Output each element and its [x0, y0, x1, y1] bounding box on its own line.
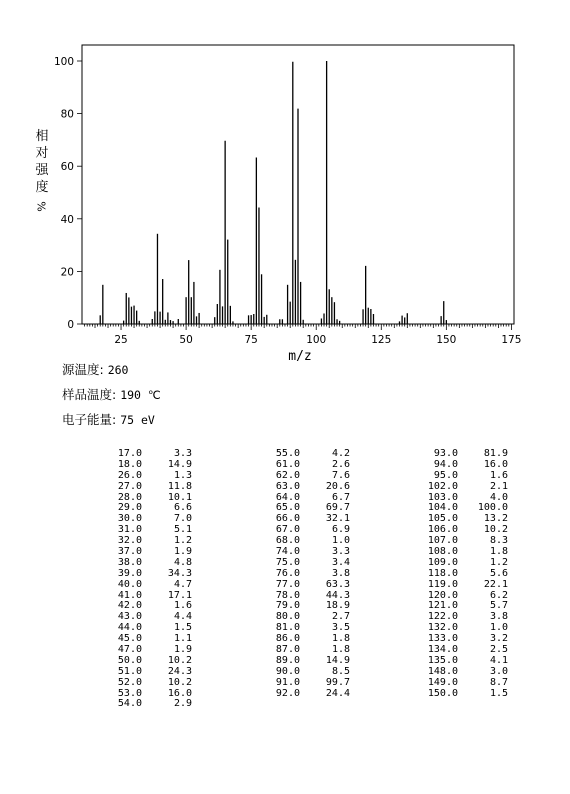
- y-axis-label-text: 相对强度: [35, 129, 49, 195]
- peak-abundance: 7.0: [173, 513, 192, 525]
- peak-mz: 31.0: [117, 524, 142, 536]
- peak-abundance: 4.7: [173, 578, 192, 590]
- peak-table-row: [386, 645, 546, 656]
- sample-temperature: [62, 385, 161, 403]
- peak-mz: 62.0: [275, 469, 300, 481]
- peak-abundance: 7.6: [331, 469, 350, 481]
- peak-abundance: 1.3: [173, 469, 192, 481]
- peak-abundance: 44.3: [325, 589, 350, 601]
- peak-abundance: 10.2: [167, 676, 192, 688]
- peak-abundance: 16.0: [483, 458, 508, 470]
- peak-abundance: 4.0: [489, 491, 508, 503]
- peak-abundance: 99.7: [325, 676, 350, 688]
- peak-mz: 65.0: [275, 502, 300, 514]
- peak-table-row: [70, 482, 230, 493]
- peak-table-row: [386, 634, 546, 645]
- peak-mz: 135.0: [427, 654, 458, 666]
- peak-abundance: 2.5: [489, 644, 508, 656]
- peak-mz: 77.0: [275, 578, 300, 590]
- peak-abundance: 16.0: [167, 687, 192, 699]
- peak-mz: 89.0: [275, 654, 300, 666]
- peak-mz: 87.0: [275, 644, 300, 656]
- peak-abundance: 3.8: [331, 567, 350, 579]
- source-temperature-label: 源温度:: [62, 362, 104, 377]
- peak-table-row: [386, 493, 546, 504]
- peak-mz: 94.0: [433, 458, 458, 470]
- peak-table-row: [228, 580, 388, 591]
- peak-table-row: [228, 601, 388, 612]
- y-tick-label: 60: [60, 161, 74, 174]
- peak-abundance: 22.1: [483, 578, 508, 590]
- peak-table-row: [228, 503, 388, 514]
- peak-mz: 149.0: [427, 676, 458, 688]
- peak-mz: 92.0: [275, 687, 300, 699]
- peak-abundance: 11.8: [167, 480, 192, 492]
- peak-abundance: 34.3: [167, 567, 192, 579]
- peak-table-row: [228, 547, 388, 558]
- peak-table-row: [228, 634, 388, 645]
- peak-abundance: 2.9: [173, 698, 192, 710]
- peak-table-row: [386, 460, 546, 471]
- peak-mz: 61.0: [275, 458, 300, 470]
- source-temperature: [62, 360, 128, 378]
- peak-mz: 30.0: [117, 513, 142, 525]
- peak-abundance: 20.6: [325, 480, 350, 492]
- x-tick-label: 75: [244, 334, 258, 346]
- peak-mz: 86.0: [275, 633, 300, 645]
- peak-abundance: 5.6: [489, 567, 508, 579]
- peak-table-row: [386, 591, 546, 602]
- peak-mz: 93.0: [433, 448, 458, 459]
- peak-table-row: [386, 689, 546, 700]
- peak-table-column: [228, 449, 388, 699]
- peak-table-row: [386, 656, 546, 667]
- peak-abundance: 100.0: [477, 502, 508, 514]
- peak-table-column: [70, 449, 230, 710]
- peak-table-row: [228, 678, 388, 689]
- peak-abundance: 63.3: [325, 578, 350, 590]
- peak-table-row: [228, 591, 388, 602]
- peak-table-row: [70, 449, 230, 460]
- peak-abundance: 1.6: [489, 469, 508, 481]
- y-tick-label: 40: [60, 213, 74, 226]
- peak-mz: 81.0: [275, 622, 300, 634]
- peak-mz: 50.0: [117, 654, 142, 666]
- peak-abundance: 69.7: [325, 502, 350, 514]
- peak-mz: 121.0: [427, 600, 458, 612]
- mass-spectrum-chart: [0, 0, 570, 370]
- peak-abundance: 24.3: [167, 665, 192, 677]
- peak-mz: 40.0: [117, 578, 142, 590]
- peak-mz: 107.0: [427, 535, 458, 547]
- peak-abundance: 6.9: [331, 524, 350, 536]
- peak-table-row: [386, 580, 546, 591]
- peak-mz: 38.0: [117, 556, 142, 568]
- peak-table-row: [70, 558, 230, 569]
- peak-table-row: [70, 536, 230, 547]
- peak-mz: 106.0: [427, 524, 458, 536]
- peak-table-row: [70, 547, 230, 558]
- y-axis-label: [34, 128, 50, 215]
- source-temperature-value: 260: [107, 363, 129, 377]
- peak-abundance: 1.8: [489, 546, 508, 558]
- peak-abundance: 10.2: [167, 654, 192, 666]
- peak-mz: 119.0: [427, 578, 458, 590]
- peak-mz: 105.0: [427, 513, 458, 525]
- x-tick-label: 100: [306, 334, 327, 346]
- y-tick-label: 0: [67, 319, 74, 331]
- peak-mz: 67.0: [275, 524, 300, 536]
- peak-table-row: [386, 612, 546, 623]
- peak-abundance: 8.3: [489, 535, 508, 547]
- peak-table-row: [228, 514, 388, 525]
- sample-temperature-label: 样品温度:: [62, 387, 117, 402]
- x-tick-label: 50: [179, 334, 193, 346]
- peak-mz: 122.0: [427, 611, 458, 623]
- peak-table-row: [70, 612, 230, 623]
- peak-mz: 133.0: [427, 633, 458, 645]
- peak-abundance: 3.3: [173, 448, 192, 459]
- peak-mz: 68.0: [275, 535, 300, 547]
- peak-table-row: [386, 569, 546, 580]
- y-tick-label: 80: [60, 108, 74, 121]
- peak-abundance: 2.6: [331, 458, 350, 470]
- peak-abundance: 1.1: [173, 633, 192, 645]
- peak-table-row: [70, 678, 230, 689]
- peak-table-row: [386, 449, 546, 460]
- peak-mz: 118.0: [427, 567, 458, 579]
- peak-mz: 39.0: [117, 567, 142, 579]
- peak-mz: 45.0: [117, 633, 142, 645]
- peak-abundance: 4.4: [173, 611, 192, 623]
- peak-abundance: 32.1: [325, 513, 350, 525]
- peak-abundance: 1.0: [489, 622, 508, 634]
- x-tick-label: 150: [436, 334, 457, 346]
- peak-table-row: [70, 591, 230, 602]
- peak-table-row: [70, 699, 230, 710]
- peak-mz: 109.0: [427, 556, 458, 568]
- peak-abundance: 3.5: [331, 622, 350, 634]
- peak-table-row: [228, 569, 388, 580]
- peak-mz: 134.0: [427, 644, 458, 656]
- peak-mz: 132.0: [427, 622, 458, 634]
- peak-table-row: [70, 569, 230, 580]
- peak-table-row: [228, 471, 388, 482]
- peak-mz: 17.0: [117, 448, 142, 459]
- peak-abundance: 4.2: [331, 448, 350, 459]
- peak-table-column: [386, 449, 546, 699]
- peak-abundance: 14.9: [325, 654, 350, 666]
- peak-abundance: 14.9: [167, 458, 192, 470]
- peak-table-row: [70, 667, 230, 678]
- peak-table-row: [70, 471, 230, 482]
- peak-table-row: [228, 612, 388, 623]
- peak-table-row: [386, 514, 546, 525]
- electron-energy: [62, 410, 155, 428]
- peak-table-row: [228, 667, 388, 678]
- peak-mz: 26.0: [117, 469, 142, 481]
- peak-abundance: 1.8: [331, 644, 350, 656]
- peak-table-row: [228, 689, 388, 700]
- peak-table-row: [70, 493, 230, 504]
- peak-table-row: [70, 503, 230, 514]
- peak-table-row: [228, 656, 388, 667]
- peak-abundance: 13.2: [483, 513, 508, 525]
- peak-table-row: [386, 601, 546, 612]
- peak-abundance: 10.1: [167, 491, 192, 503]
- peak-table-row: [70, 460, 230, 471]
- peak-abundance: 24.4: [325, 687, 350, 699]
- peak-abundance: 3.8: [489, 611, 508, 623]
- peak-abundance: 1.8: [331, 633, 350, 645]
- peak-mz: 76.0: [275, 567, 300, 579]
- peak-table-row: [228, 645, 388, 656]
- peak-abundance: 3.2: [489, 633, 508, 645]
- peak-mz: 103.0: [427, 491, 458, 503]
- peak-table-row: [386, 623, 546, 634]
- peak-table-row: [70, 623, 230, 634]
- peak-mz: 53.0: [117, 687, 142, 699]
- peak-mz: 102.0: [427, 480, 458, 492]
- peak-mz: 47.0: [117, 644, 142, 656]
- peak-mz: 44.0: [117, 622, 142, 634]
- peak-mz: 95.0: [433, 469, 458, 481]
- peak-table-row: [228, 449, 388, 460]
- peak-abundance: 4.1: [489, 654, 508, 666]
- peak-abundance: 2.7: [331, 611, 350, 623]
- electron-energy-label: 电子能量:: [62, 412, 117, 427]
- sample-temperature-value: 190 ℃: [120, 388, 161, 402]
- peak-abundance: 6.7: [331, 491, 350, 503]
- peak-abundance: 8.7: [489, 676, 508, 688]
- peak-table-row: [70, 634, 230, 645]
- peak-abundance: 17.1: [167, 589, 192, 601]
- peak-mz: 120.0: [427, 589, 458, 601]
- peak-mz: 66.0: [275, 513, 300, 525]
- peak-abundance: 1.9: [173, 546, 192, 558]
- peak-mz: 79.0: [275, 600, 300, 612]
- peak-abundance: 3.4: [331, 556, 350, 568]
- peak-mz: 78.0: [275, 589, 300, 601]
- peak-abundance: 4.8: [173, 556, 192, 568]
- y-tick-label: 100: [53, 56, 74, 68]
- peak-abundance: 1.6: [173, 600, 192, 612]
- peak-mz: 43.0: [117, 611, 142, 623]
- peak-table-row: [228, 482, 388, 493]
- peak-abundance: 10.2: [483, 524, 508, 536]
- peak-mz: 80.0: [275, 611, 300, 623]
- peak-table-row: [228, 460, 388, 471]
- peak-mz: 52.0: [117, 676, 142, 688]
- peak-abundance: 1.0: [331, 535, 350, 547]
- peak-abundance: 3.3: [331, 546, 350, 558]
- peak-table-row: [386, 471, 546, 482]
- peak-mz: 37.0: [117, 546, 142, 558]
- peak-mz: 41.0: [117, 589, 142, 601]
- peak-mz: 29.0: [117, 502, 142, 514]
- peak-mz: 42.0: [117, 600, 142, 612]
- peak-abundance: 18.9: [325, 600, 350, 612]
- peak-abundance: 6.2: [489, 589, 508, 601]
- peak-abundance: 6.6: [173, 502, 192, 514]
- peak-abundance: 1.2: [173, 535, 192, 547]
- peak-abundance: 8.5: [331, 665, 350, 677]
- peak-table-row: [70, 645, 230, 656]
- peak-table-row: [228, 558, 388, 569]
- peak-table-row: [386, 503, 546, 514]
- peak-table-row: [386, 482, 546, 493]
- y-tick-label: 20: [60, 266, 74, 279]
- peak-table-row: [70, 689, 230, 700]
- peak-table-row: [228, 525, 388, 536]
- peak-table-row: [70, 514, 230, 525]
- peak-mz: 90.0: [275, 665, 300, 677]
- peak-mz: 64.0: [275, 491, 300, 503]
- peak-mz: 32.0: [117, 535, 142, 547]
- peak-mz: 55.0: [275, 448, 300, 459]
- peak-mz: 54.0: [117, 698, 142, 710]
- peak-table-row: [386, 678, 546, 689]
- peak-table-row: [70, 525, 230, 536]
- x-tick-label: 175: [501, 334, 522, 346]
- peak-abundance: 1.5: [489, 687, 508, 699]
- peak-mz: 51.0: [117, 665, 142, 677]
- x-axis-label: m/z: [288, 349, 312, 364]
- peak-table-row: [70, 580, 230, 591]
- peak-table-row: [70, 601, 230, 612]
- peak-mz: 18.0: [117, 458, 142, 470]
- peak-table-row: [228, 536, 388, 547]
- electron-energy-value: 75 eV: [120, 413, 155, 427]
- peak-mz: 27.0: [117, 480, 142, 492]
- peak-mz: 104.0: [427, 502, 458, 514]
- peak-mz: 74.0: [275, 546, 300, 558]
- peak-mz: 63.0: [275, 480, 300, 492]
- peak-table-row: [228, 493, 388, 504]
- peak-abundance: 1.5: [173, 622, 192, 634]
- peak-mz: 91.0: [275, 676, 300, 688]
- peak-table-row: [386, 547, 546, 558]
- peak-table-row: [70, 656, 230, 667]
- peak-mz: 28.0: [117, 491, 142, 503]
- peak-table-row: [386, 525, 546, 536]
- peak-abundance: 5.7: [489, 600, 508, 612]
- x-tick-label: 125: [371, 334, 392, 346]
- peak-mz: 108.0: [427, 546, 458, 558]
- peak-mz: 150.0: [427, 687, 458, 699]
- x-tick-label: 25: [114, 334, 128, 346]
- peak-table-row: [386, 536, 546, 547]
- peak-abundance: 3.0: [489, 665, 508, 677]
- peak-table-row: [386, 558, 546, 569]
- peak-abundance: 81.9: [483, 448, 508, 459]
- peak-abundance: 1.9: [173, 644, 192, 656]
- peak-abundance: 5.1: [173, 524, 192, 536]
- y-axis-unit: %: [35, 201, 49, 212]
- peak-table-row: [228, 623, 388, 634]
- peak-abundance: 1.2: [489, 556, 508, 568]
- peak-mz: 75.0: [275, 556, 300, 568]
- peak-abundance: 2.1: [489, 480, 508, 492]
- peak-mz: 148.0: [427, 665, 458, 677]
- peak-table-row: [386, 667, 546, 678]
